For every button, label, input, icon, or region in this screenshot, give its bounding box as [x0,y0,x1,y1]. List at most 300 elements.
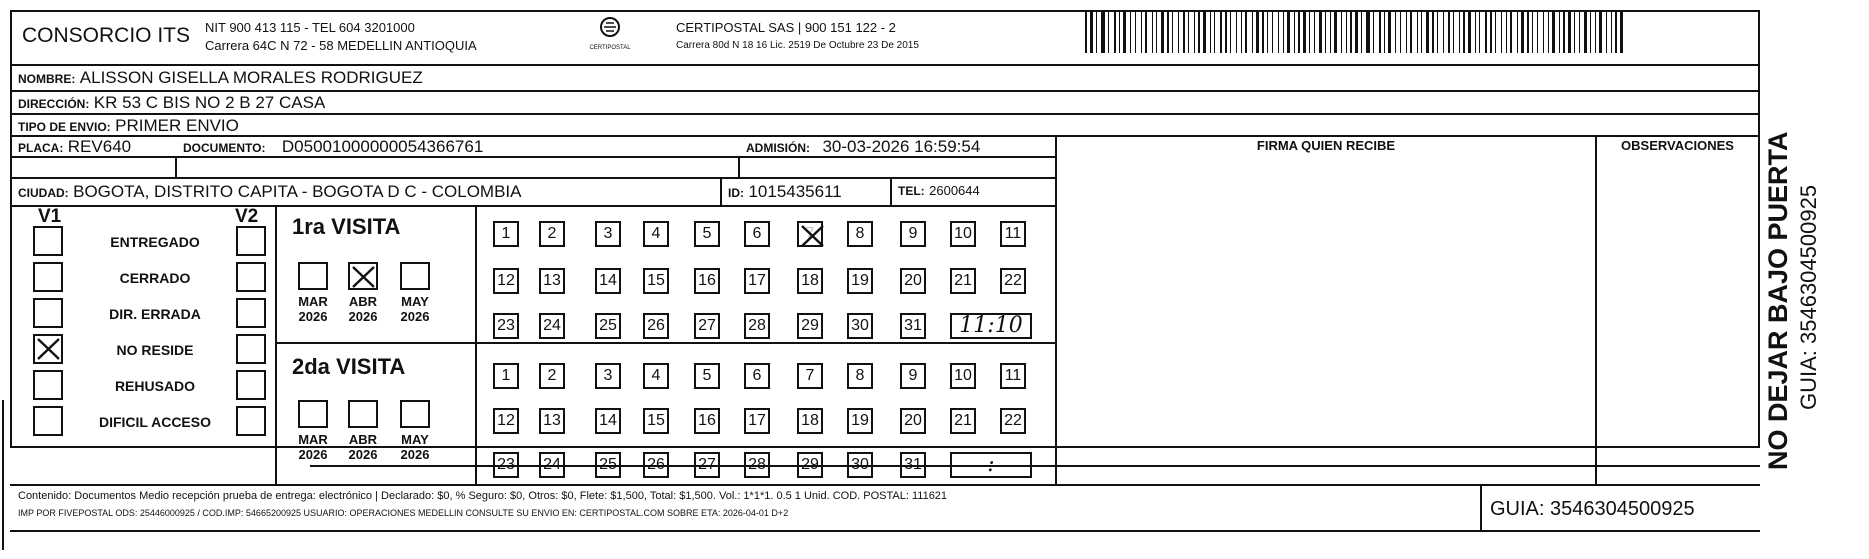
day-box[interactable] [539,408,565,434]
barcode-bar [1595,11,1596,53]
barcode-bar [1517,11,1518,53]
month-label: ABR 2026 [348,294,378,324]
rule-status-visit [275,205,277,485]
day-number: 28 [748,317,766,334]
day-box[interactable] [744,221,770,247]
day-box[interactable] [694,408,720,434]
barcode-bar [1406,11,1407,53]
barcode-bar [1272,11,1273,53]
rule-direccion [10,113,1760,115]
barcode-bar [1294,11,1295,53]
day-box[interactable] [539,313,565,339]
barcode-bar [1548,11,1549,53]
rule-id-tel [890,177,892,205]
day-number: 15 [647,272,665,289]
barcode-bar [1135,11,1136,53]
barcode-bar [1090,11,1093,53]
side-guia: GUIA: 3546304500925 [1796,184,1821,410]
barcode-bar [1188,11,1189,53]
firma-area[interactable] [1057,160,1593,482]
day-number: 30 [851,456,869,473]
ciudad-label: CIUDAD: [18,186,69,200]
day-box[interactable] [900,268,926,294]
barcode-bar [1606,11,1607,53]
day-box[interactable] [643,452,669,478]
barcode-bar [1590,11,1591,53]
placa-row [18,137,131,157]
day-number: 24 [543,456,561,473]
barcode-bar [1527,11,1529,53]
rule-nombre [10,90,1760,92]
barcode-bar [1552,11,1555,53]
day-number: 9 [908,225,918,242]
month-label: MAY 2026 [400,432,430,462]
nombre-value: ALISSON GISELLA MORALES RODRIGUEZ [79,68,423,87]
month-label: ABR 2026 [348,432,378,462]
barcode-bar [1463,11,1465,53]
day-box[interactable] [900,363,926,389]
placa-label: PLACA: [18,141,64,155]
day-box[interactable] [493,313,519,339]
day-box[interactable] [950,268,976,294]
day-box[interactable] [797,268,823,294]
day-box[interactable] [539,268,565,294]
barcode-bar [1510,11,1512,53]
rule-header [10,64,1760,66]
day-box[interactable] [1000,221,1026,247]
day-number: 29 [801,456,819,473]
admision-value: 30-03-2026 16:59:54 [822,137,981,156]
day-box[interactable] [539,363,565,389]
barcode-bar [1167,11,1169,53]
barcode-bar [1443,11,1444,53]
barcode-bar [1459,11,1460,53]
day-box[interactable] [900,408,926,434]
day-box[interactable] [797,363,823,389]
barcode-bar [1245,11,1247,53]
side-warning: NO DEJAR BAJO PUERTA [1763,131,1793,470]
day-box[interactable] [847,408,873,434]
rule-visit-days [475,205,477,485]
barcode-bar [1379,11,1381,53]
barcode-bar [1230,11,1231,53]
barcode-bar [1183,11,1185,53]
barcode-bar [1563,11,1565,53]
barcode-bar [1346,11,1347,53]
barcode-bar [1426,11,1429,53]
barcode-bar [1468,11,1471,53]
day-number: 27 [698,456,716,473]
barcode-bar [1256,11,1259,53]
day-box[interactable] [1000,268,1026,294]
barcode-bar [1267,11,1268,53]
v1-checkbox[interactable] [33,298,63,328]
day-number: 3 [603,367,613,384]
day-box[interactable] [595,313,621,339]
barcode-bar [1172,11,1173,53]
tipo-value: PRIMER ENVIO [115,116,239,135]
status-label: ENTREGADO [110,234,200,250]
barcode-bar [1537,11,1538,53]
barcode-bar [1475,11,1476,53]
day-number: 16 [698,412,716,429]
day-box[interactable] [847,452,873,478]
barcode-bar [1203,11,1206,53]
day-box[interactable] [694,268,720,294]
v2-checkbox[interactable] [236,298,266,328]
day-number: 17 [748,412,766,429]
day-number: 21 [954,412,972,429]
barcode-bar [1384,11,1385,53]
barcode-bar [1479,11,1480,53]
day-number: 5 [702,225,712,242]
barcode-bar [1101,11,1105,53]
day-number: 8 [855,225,865,242]
documento-value: D05001000000054366761 [281,137,484,156]
tipo-row [18,116,239,136]
nombre-label: NOMBRE: [18,72,76,86]
barcode-bar [1615,11,1617,53]
status-label: DIFICIL ACCESO [98,414,211,430]
barcode-bar [1495,11,1496,53]
month-checkbox[interactable] [298,262,328,290]
day-box[interactable] [847,363,873,389]
day-box[interactable] [694,452,720,478]
tipo-label: TIPO DE ENVIO: [18,120,111,134]
barcode-bar [1114,11,1116,53]
barcode-bar [1584,11,1587,53]
day-box[interactable] [595,408,621,434]
ciudad-value: BOGOTA, DISTRITO CAPITA - BOGOTA D C - COLOMBIA [73,182,522,201]
day-box[interactable] [595,363,621,389]
company-address: Carrera 64C N 72 - 58 MEDELLIN ANTIOQUIA [205,38,477,53]
barcode-bar [1156,11,1157,53]
day-box[interactable] [1000,363,1026,389]
barcode-bar [1579,11,1580,53]
day-number: 11 [1004,225,1022,242]
day-number: 25 [599,317,617,334]
barcode-bar [1355,11,1358,53]
id-row [728,182,842,202]
day-box[interactable] [744,408,770,434]
barcode-bar [1303,11,1306,53]
rule-placa-doc [175,156,177,178]
direccion-label: DIRECCIÓN: [18,97,90,111]
day-number: 29 [801,317,819,334]
barcode-bar [1096,11,1097,53]
barcode-bar [1141,11,1142,53]
id-value: 1015435611 [748,182,842,201]
barcode-bar [1278,11,1279,53]
barcode-bar [1198,11,1200,53]
side-text [1762,70,1822,470]
month-label: MAR 2026 [298,432,328,462]
day-box[interactable] [595,452,621,478]
status-label: NO RESIDE [116,342,194,358]
barcode-bar [1298,11,1300,53]
day-box[interactable] [694,363,720,389]
v2-checkbox[interactable] [236,226,266,256]
day-box[interactable] [797,313,823,339]
day-box[interactable] [643,408,669,434]
day-number: 26 [647,456,665,473]
company-name: CONSORCIO ITS [22,24,191,47]
barcode-bar [1214,11,1215,53]
barcode-bar [1599,11,1602,53]
day-number: 23 [497,317,515,334]
certipostal-logo: CERTIPOSTAL [588,16,632,52]
footer-guia: GUIA: 3546304500925 [1490,498,1695,520]
company-nit: NIT 900 413 115 - TEL 604 3201000 [205,20,415,35]
barcode-bar [1287,11,1290,53]
barcode-bar [1559,11,1560,53]
barcode-bar [1532,11,1533,53]
month-checkbox[interactable] [400,262,430,290]
footer-contenido: Contenido: Documentos Medio recepción prueba de entrega: electrónico | Declarado: $0, % Seguro: $0, Otros: $0, Flete: $1,500, Total: $1,500. Vol.: 1*1*1. 0.5 1 Unid. COD. POSTAL: 111621 [18,490,948,502]
barcode-bar [1330,11,1331,53]
day-number: 30 [851,317,869,334]
day-number: 7 [805,225,815,242]
v1-checkbox[interactable] [33,226,63,256]
day-box[interactable] [744,363,770,389]
admision-label: ADMISIÓN: [746,141,810,155]
day-box[interactable] [493,408,519,434]
barcode-bar [1145,11,1147,53]
day-box[interactable] [1000,408,1026,434]
barcode-bar [1611,11,1612,53]
day-number: 18 [801,412,819,429]
rule-ciudad-id [720,177,722,205]
day-number: 21 [954,272,972,289]
day-number: 10 [954,367,972,384]
barcode-bar [1361,11,1362,53]
day-box[interactable] [797,408,823,434]
tel-value: 2600644 [929,183,980,198]
day-box[interactable] [493,363,519,389]
month-checkbox[interactable] [348,400,378,428]
firma-header: FIRMA QUIEN RECIBE [1256,138,1396,153]
barcode-bar [1220,11,1222,53]
barcode-bar [1400,11,1401,53]
barcode-bar [1485,11,1487,53]
day-box[interactable] [643,221,669,247]
v2-checkbox[interactable] [236,334,266,364]
day-box[interactable] [643,313,669,339]
placa-value: REV640 [67,137,132,156]
day-number: 26 [647,317,665,334]
day-number: 15 [647,412,665,429]
day-number: 13 [543,272,561,289]
month-checkbox[interactable] [400,400,430,428]
status-label: DIR. ERRADA [109,306,201,322]
barcode-bar [1325,11,1326,53]
footer-imp: IMP POR FIVEPOSTAL ODS: 25446000925 / COD.IMP: 54665200925 USUARIO: OPERACIONES MEDELLIN CONSULTE SU ENVIO EN: CERTIPOSTAL.COM SOBRE ETA: 2026-04-01 D+2 [18,508,789,518]
barcode-bar [1085,11,1087,53]
barcode-bar [1432,11,1434,53]
month-label: MAR 2026 [298,294,328,324]
v2-header: V2 [235,206,259,227]
barcode-bar [1568,11,1571,53]
day-box[interactable] [900,452,926,478]
v1-checkbox[interactable] [33,262,63,292]
day-box[interactable] [744,268,770,294]
day-number: 28 [748,456,766,473]
day-number: 3 [603,225,613,242]
day-box[interactable] [847,313,873,339]
v1-checkbox[interactable] [33,406,63,436]
observaciones-area[interactable] [1597,160,1758,482]
day-box[interactable] [539,452,565,478]
day-box[interactable] [950,408,976,434]
tel-row [898,182,980,200]
day-box[interactable] [493,452,519,478]
barcode-bar [1178,11,1179,53]
barcode-bar [1130,11,1131,53]
barcode-bar [1334,11,1337,53]
day-number: 7 [805,367,815,384]
day-box[interactable] [643,268,669,294]
day-number: 2 [547,367,557,384]
rule-doc-adm [738,156,740,178]
day-number: 13 [543,412,561,429]
day-number: 23 [497,456,515,473]
day-number: 19 [851,412,869,429]
day-number: 31 [904,456,922,473]
rule-ciudad-bottom [10,205,1055,207]
rule-footer [10,484,1760,486]
day-number: 4 [651,367,661,384]
documento-label: DOCUMENTO: [183,141,266,155]
day-box[interactable] [595,268,621,294]
month-label: MAY 2026 [400,294,430,324]
day-number: 1 [501,367,511,384]
barcode-bar [1108,11,1109,53]
barcode-bar [1241,11,1242,53]
day-number: 14 [599,412,617,429]
left-edge-line [2,400,4,550]
documento-row [183,137,483,157]
day-box[interactable] [950,221,976,247]
day-box[interactable] [797,221,823,247]
barcode-bar [1490,11,1492,53]
day-box[interactable] [797,452,823,478]
day-box[interactable] [900,221,926,247]
v2-checkbox[interactable] [236,406,266,436]
day-number: 18 [801,272,819,289]
status-label: CERRADO [119,270,191,286]
day-number: 31 [904,317,922,334]
observaciones-header: OBSERVACIONES [1621,138,1734,153]
barcode-bar [1161,11,1164,53]
day-box[interactable] [900,313,926,339]
visit1-time-box[interactable]: 11:10 [950,313,1032,339]
day-number: 11 [1004,367,1022,384]
barcode-bar [1543,11,1544,53]
v2-checkbox[interactable] [236,370,266,400]
day-box[interactable] [847,268,873,294]
day-number: 8 [855,367,865,384]
day-number: 17 [748,272,766,289]
day-box[interactable] [694,221,720,247]
rule-footer-bottom [10,530,1760,532]
day-number: 9 [908,367,918,384]
v2-checkbox[interactable] [236,262,266,292]
day-box[interactable] [539,221,565,247]
barcode-bar [1152,11,1153,53]
barcode-bar [1388,11,1391,53]
barcode-bar [1341,11,1342,53]
day-number: 12 [497,412,515,429]
day-box[interactable] [847,221,873,247]
day-number: 1 [501,225,511,242]
day-number: 25 [599,456,617,473]
barcode-bar [1350,11,1352,53]
id-label: ID: [728,186,744,200]
barcode-bar [1262,11,1264,53]
day-number: 4 [651,225,661,242]
barcode-bar [1119,11,1120,53]
day-number: 2 [547,225,557,242]
status-label: REHUSADO [114,378,196,394]
day-box[interactable] [493,268,519,294]
barcode-bar [1314,11,1315,53]
month-checkbox[interactable] [348,262,378,290]
visit2-time-box[interactable]: : [950,452,1032,478]
day-box[interactable] [643,363,669,389]
day-number: 24 [543,317,561,334]
barcode-bar [1417,11,1418,53]
carrier-name: CERTIPOSTAL SAS | 900 151 122 - 2 [676,20,896,35]
barcode-bar [1421,11,1422,53]
visit1-title: 1ra VISITA [292,214,401,239]
admision-row [746,137,980,157]
barcode-bar [1366,11,1370,53]
rule-ciudad [10,177,1055,179]
nombre-row [18,68,423,88]
day-number: 5 [702,367,712,384]
day-number: 10 [954,225,972,242]
day-box[interactable] [595,221,621,247]
day-box[interactable] [694,313,720,339]
barcode-bar [1373,11,1374,53]
ciudad-row [18,182,521,202]
day-box[interactable] [744,313,770,339]
v1-header: V1 [38,206,62,227]
day-box[interactable] [493,221,519,247]
day-number: 20 [904,272,922,289]
barcode-bar [1319,11,1322,53]
barcode-bar [1410,11,1412,53]
v1-checkbox[interactable] [33,370,63,400]
barcode-bar [1123,11,1126,53]
barcode-bar [1395,11,1396,53]
rule-footer-guia [1480,484,1482,532]
month-checkbox[interactable] [298,400,328,428]
rule-visit-split [275,342,1055,344]
barcode-bar [1225,11,1227,53]
visit2-title: 2da VISITA [292,354,406,379]
barcode-bar [1283,11,1284,53]
day-number: 6 [752,225,762,242]
barcode-bar [1448,11,1450,53]
direccion-value: KR 53 C BIS NO 2 B 27 CASA [93,93,326,112]
v1-checkbox[interactable] [33,334,63,364]
day-box[interactable] [950,363,976,389]
barcode-bar [1210,11,1211,53]
day-box[interactable] [744,452,770,478]
barcode-bar [1506,11,1507,53]
barcode-bar [1521,11,1524,53]
